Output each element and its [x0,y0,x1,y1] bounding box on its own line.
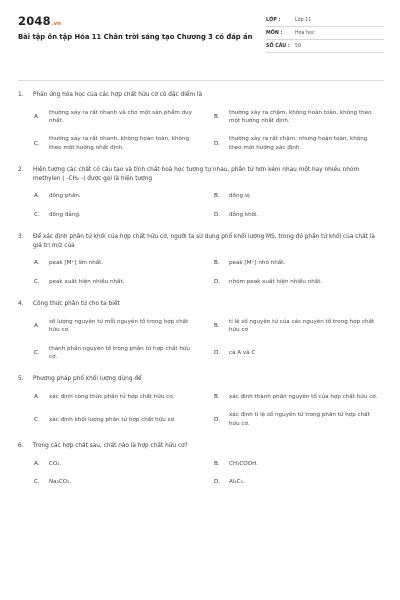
logo-suffix: .vn [51,21,62,27]
option-letter: A. [34,193,40,200]
meta-label: MÔN : [266,30,283,36]
option-letter: A. [34,113,40,120]
answer-options [18,192,384,219]
answer-options [18,109,384,153]
answer-option-b[interactable] [214,393,386,401]
option-letter: B. [214,460,220,467]
option-letter: B. [214,394,220,401]
question-text: Phương pháp phổ khối lượng dùng để [33,376,142,383]
option-letter: A. [34,323,40,330]
question-number: 4. [18,301,24,308]
meta-row-class [266,14,384,27]
question-number: 3. [18,234,24,241]
option-text: Al₄C₃. [229,479,245,486]
meta-value: 50 [295,43,302,49]
answer-option-a[interactable] [34,192,206,200]
question-number: 2. [18,167,24,174]
option-text: đồng khối. [229,211,259,218]
answer-option-c[interactable] [34,345,206,362]
answer-option-a[interactable] [34,318,206,335]
option-letter: D. [214,479,221,486]
option-letter: A. [34,260,40,267]
option-text: xác định thành phần nguyên tố của hợp chất hữu cơ. [229,394,378,401]
question-4 [18,300,384,361]
option-letter: C. [34,278,40,285]
option-text: thường xảy ra chậm, không hoàn toàn, không theo một hướng nhất định. [229,109,372,124]
option-letter: B. [214,113,220,120]
option-text: CH₃COOH. [229,460,258,467]
option-text: xác định khối lượng phân tử hợp chất hữu cơ. [49,416,176,423]
answer-option-a[interactable] [34,259,206,267]
option-text: peak [M⁺] nhỏ nhất. [229,260,286,267]
option-text: đồng đẳng. [49,211,81,218]
option-text: thường xảy ra rất nhanh, không hoàn toàn, không theo một hướng nhất định. [49,136,190,151]
question-list [18,91,384,487]
option-text: xác định công thức phân tử hợp chất hữu cơ. [49,394,175,401]
option-text: thường xảy ra rất nhanh và cho một sản phẩm duy nhất. [49,109,193,124]
question-3 [18,233,384,286]
question-number: 5. [18,376,24,383]
question-stem [18,166,384,183]
meta-value: Hóa học [295,30,315,36]
answer-options [18,460,384,487]
question-6 [18,442,384,486]
question-number: 1. [18,92,24,98]
question-number: 6. [18,443,24,450]
answer-option-b[interactable] [214,318,386,335]
meta-row-count [266,40,384,53]
answer-option-d[interactable] [214,211,386,219]
option-letter: B. [214,260,220,267]
option-text: đồng phân. [49,193,81,200]
answer-option-b[interactable] [214,192,386,200]
answer-option-c[interactable] [34,478,206,486]
logo-text: 2048 [18,14,51,28]
option-letter: A. [34,394,40,401]
option-letter: A. [34,460,40,467]
answer-option-b[interactable] [214,460,386,468]
question-stem [18,375,384,384]
answer-options [18,259,384,286]
option-letter: C. [34,349,40,356]
option-text: tỉ lệ số nguyên tử của các nguyên tố trong hợp chất hữu cơ [229,318,375,334]
option-text: thành phần nguyên tố trong phân tử hợp chất hữu cơ. [49,345,190,361]
option-text: thường xảy ra rất chậm, nhưng hoàn toàn, không theo một hướng xác định. [229,136,368,151]
option-letter: D. [214,278,221,285]
question-5 [18,375,384,428]
option-text: xác định tỉ lệ số nguyên tử trong phân tử hợp chất hữu cơ. [229,412,370,427]
option-letter: D. [214,416,221,423]
option-letter: B. [214,323,220,330]
answer-option-a[interactable] [34,393,206,401]
option-text: peak xuất hiện nhiều nhất. [49,278,125,285]
question-text: Hiện tượng các chất có cấu tạo và tính chất hoá học tương tự nhau, phân tử hơn kém nhau một hay nhiều nhóm methylen ( -CH₂ -) được gọi là hiện tượng [33,167,360,182]
answer-option-d[interactable] [214,411,386,428]
document-meta [266,14,384,53]
answer-option-a[interactable] [34,109,206,126]
question-text: Để xác định phân tử khối của hợp chất hữu cơ, người ta sử dụng phổ khối lượng MS, trong đó phân tử khối của chất là giá trị m/z của [33,234,375,249]
question-stem [18,233,384,250]
option-letter: D. [214,140,221,147]
answer-option-d[interactable] [214,478,386,486]
meta-value: Lớp 11 [295,17,312,23]
answer-options [18,393,384,428]
question-text: Phản ứng hóa học của các hợp chất hữu cơ có đặc điểm là [33,92,203,98]
header-divider [18,80,384,81]
option-letter: C. [34,140,40,147]
answer-options [18,318,384,362]
site-logo[interactable] [18,14,254,28]
option-letter: D. [214,211,221,218]
meta-label: LỚP : [266,17,281,23]
answer-option-a[interactable] [34,460,206,468]
option-text: CO₂. [49,460,62,467]
answer-option-c[interactable] [34,211,206,219]
question-1 [18,91,384,152]
answer-option-d[interactable] [214,278,386,286]
answer-option-b[interactable] [214,259,386,267]
answer-option-b[interactable] [214,109,386,126]
answer-option-c[interactable] [34,135,206,152]
question-stem [18,91,384,100]
option-text: Na₂CO₃. [49,479,72,486]
question-stem [18,300,384,309]
question-stem [18,442,384,451]
option-letter: D. [214,349,221,356]
meta-label: SỐ CÂU : [266,43,290,49]
header-left [18,14,254,43]
question-text: Công thức phân tử cho ta biết [33,301,120,308]
option-text: nhóm peak xuất hiện nhiều nhất. [229,278,323,285]
option-text: số lượng nguyên tử mỗi nguyên tố trong hợp chất hữu cơ. [49,318,189,334]
question-text: Trong các hợp chất sau, chất nào là hợp chất hữu cơ? [33,443,188,450]
document-header [18,14,384,70]
answer-option-c[interactable] [34,411,206,428]
option-text: đồng vị. [229,193,252,200]
answer-option-c[interactable] [34,278,206,286]
option-text: cả A và C [229,349,256,356]
option-text: peak [M⁺] lớn nhất. [49,260,104,267]
answer-option-d[interactable] [214,345,386,362]
document-title: Bài tập ôn tập Hóa 11 Chân trời sáng tạo Chương 3 có đáp án [18,33,253,41]
option-letter: C. [34,211,40,218]
meta-row-subject [266,27,384,40]
option-letter: C. [34,416,40,423]
option-letter: B. [214,193,220,200]
answer-option-d[interactable] [214,135,386,152]
option-letter: C. [34,479,40,486]
question-2 [18,166,384,219]
